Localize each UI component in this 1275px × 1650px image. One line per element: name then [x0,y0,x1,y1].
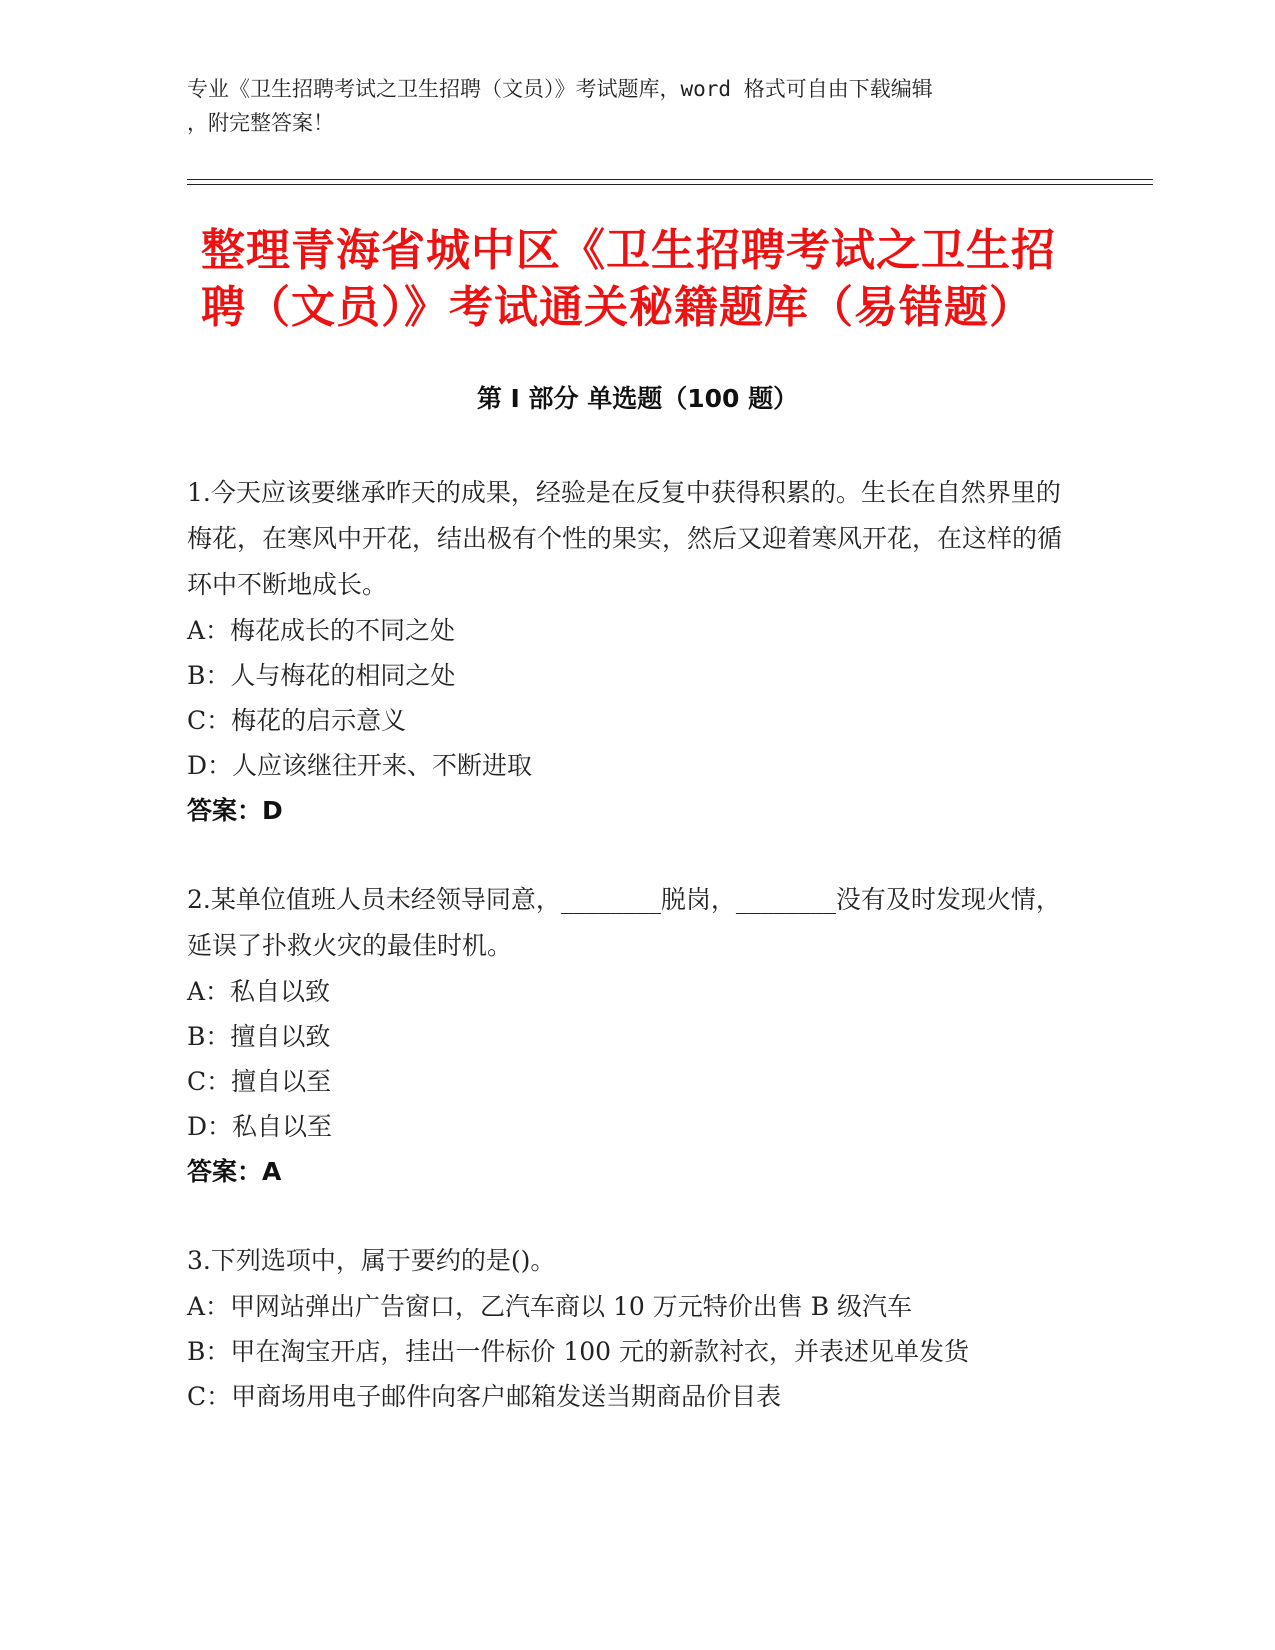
question-3-stem: 3.下列选项中，属于要约的是()。 [187,1246,556,1275]
question-1-option-c: C：梅花的启示意义 [187,706,407,735]
question-2-option-b: B：擅自以致 [187,1022,331,1051]
document-title-line-2: 聘（文员）》考试通关秘籍题库（易错题） [201,282,1034,333]
question-2-option-d: D：私自以至 [187,1112,333,1141]
question-2-option-c: C：擅自以至 [187,1067,332,1096]
header-note [187,72,1087,140]
question-2-answer: 答案：A [187,1157,282,1186]
question-1-option-d: D：人应该继往开来、不断进取 [187,751,533,780]
question-2-option-a: A：私自以致 [187,977,331,1006]
question-3-option-b: B：甲在淘宝开店，挂出一件标价 100 元的新款衬衣，并表述见单发货 [187,1337,969,1366]
header-divider-top [187,179,1153,180]
question-list [187,470,1067,1463]
question-3-option-a: A：甲网站弹出广告窗口，乙汽车商以 10 万元特价出售 B 级汽车 [187,1292,913,1321]
header-divider-bottom [187,184,1153,185]
question-1-option-b: B：人与梅花的相同之处 [187,661,456,690]
question-1 [187,470,1067,833]
question-1-answer: 答案：D [187,796,283,825]
question-2-stem: 2.某单位值班人员未经领导同意，________脱岗，________没有及时发现火情，延误了扑救火灾的最佳时机。 [187,885,1061,960]
header-note-line-1: 专业《卫生招聘考试之卫生招聘（文员）》考试题库，word 格式可自由下载编辑 [187,77,933,101]
question-3 [187,1238,1067,1419]
question-1-option-a: A：梅花成长的不同之处 [187,616,456,645]
header-note-line-2: ，附完整答案！ [187,111,334,135]
question-1-stem: 1.今天应该要继承昨天的成果，经验是在反复中获得积累的。生长在自然界里的梅花，在寒风中开花，结出极有个性的果实，然后又迎着寒风开花，在这样的循环中不断地成长。 [187,478,1063,599]
section-heading: 第 I 部分 单选题（100 题） [476,384,799,413]
document-title [201,222,1101,336]
document-title-line-1: 整理青海省城中区《卫生招聘考试之卫生招 [201,225,1056,276]
question-2 [187,877,1067,1194]
question-3-option-c: C：甲商场用电子邮件向客户邮箱发送当期商品价目表 [187,1382,782,1411]
